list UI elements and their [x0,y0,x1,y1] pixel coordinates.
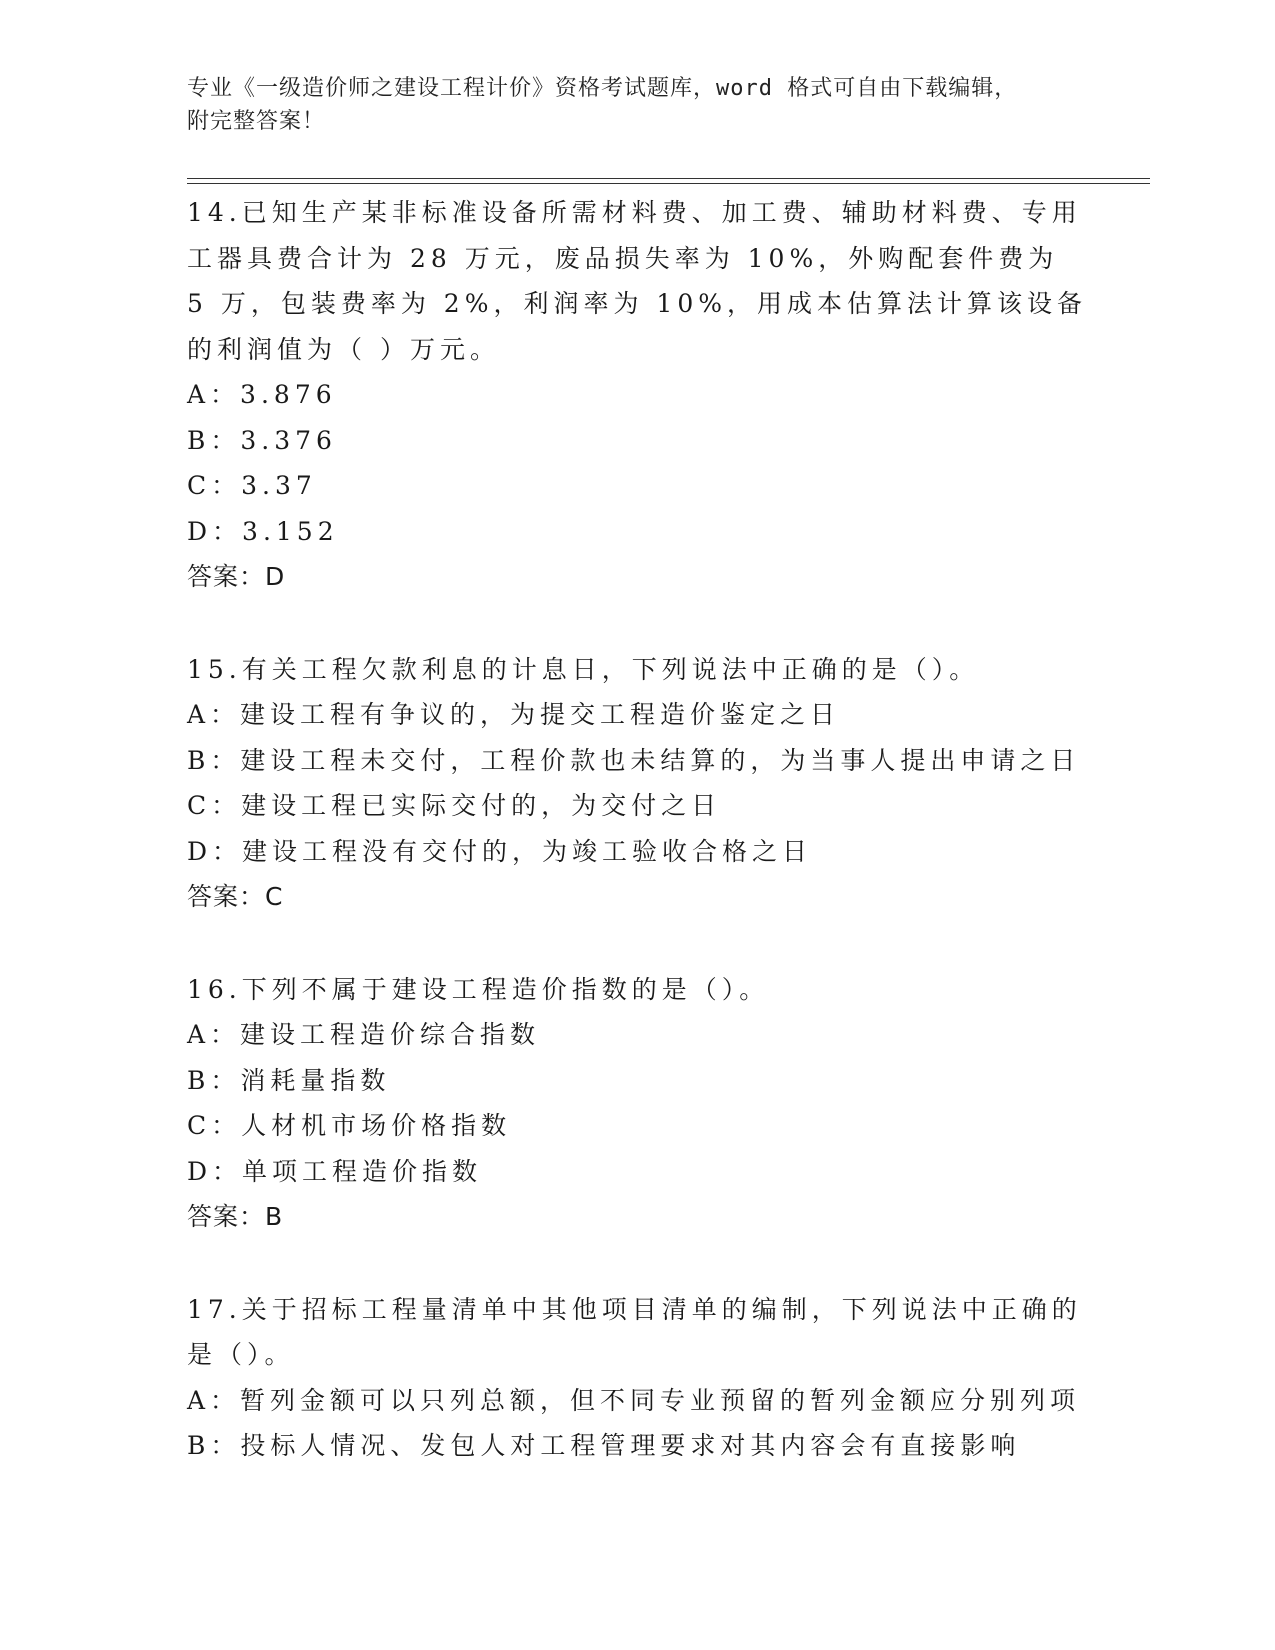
option-c: C：人材机市场价格指数 [187,1111,512,1140]
option-b: B：投标人情况、发包人对工程管理要求对其内容会有直接影响 [187,1431,1021,1460]
answer-value: B [265,1202,284,1231]
option-d: D：单项工程造价指数 [187,1156,483,1186]
option-a: A：建设工程造价综合指数 [187,1020,541,1049]
option-b: B：建设工程未交付，工程价款也未结算的，为当事人提出申请之日 [187,745,1081,775]
header-line-1: 专业《一级造价师之建设工程计价》资格考试题库，word 格式可自由下载编辑， [187,76,1018,101]
option-a: A：暂列金额可以只列总额，但不同专业预留的暂列金额应分别列项 [187,1385,1081,1415]
answer-value: D [265,562,286,591]
answer-label: 答案： [187,562,266,591]
question-15 [187,647,1087,920]
question-17 [187,1287,1087,1469]
document-header [187,72,1087,138]
question-text: 15.有关工程欠款利息的计息日，下列说法中正确的是（）。 [187,654,980,684]
answer-line [187,554,1087,600]
option-d: D：建设工程没有交付的，为竣工验收合格之日 [187,836,813,866]
answer-label: 答案： [187,882,266,911]
answer-label: 答案： [187,1202,266,1231]
header-divider-top [187,178,1150,179]
question-16 [187,967,1087,1240]
answer-line [187,874,1087,920]
option-b: B：3.376 [187,425,337,455]
question-list [187,190,1087,1516]
header-line-2: 附完整答案！ [187,109,326,134]
option-b: B：消耗量指数 [187,1065,391,1095]
option-c: C：建设工程已实际交付的，为交付之日 [187,791,722,820]
answer-line [187,1194,1087,1240]
option-d: D：3.152 [187,516,339,546]
option-c: C：3.37 [187,471,317,500]
question-text: 14.已知生产某非标准设备所需材料费、加工费、辅助材料费、专用工器具费合计为 28 万元，废品损失率为 10%，外购配套件费为 5 万，包装费率为 2%，利润率为 10%，用成本估算法计算该设备的利润值为（ ）万元。 [187,198,1087,364]
option-a: A：3.876 [187,380,337,409]
header-divider-bottom [187,183,1150,184]
question-14 [187,190,1087,600]
answer-value: C [265,882,284,911]
question-text: 17.关于招标工程量清单中其他项目清单的编制，下列说法中正确的是（）。 [187,1294,1082,1369]
question-text: 16.下列不属于建设工程造价指数的是（）。 [187,974,770,1004]
option-a: A：建设工程有争议的，为提交工程造价鉴定之日 [187,700,841,729]
